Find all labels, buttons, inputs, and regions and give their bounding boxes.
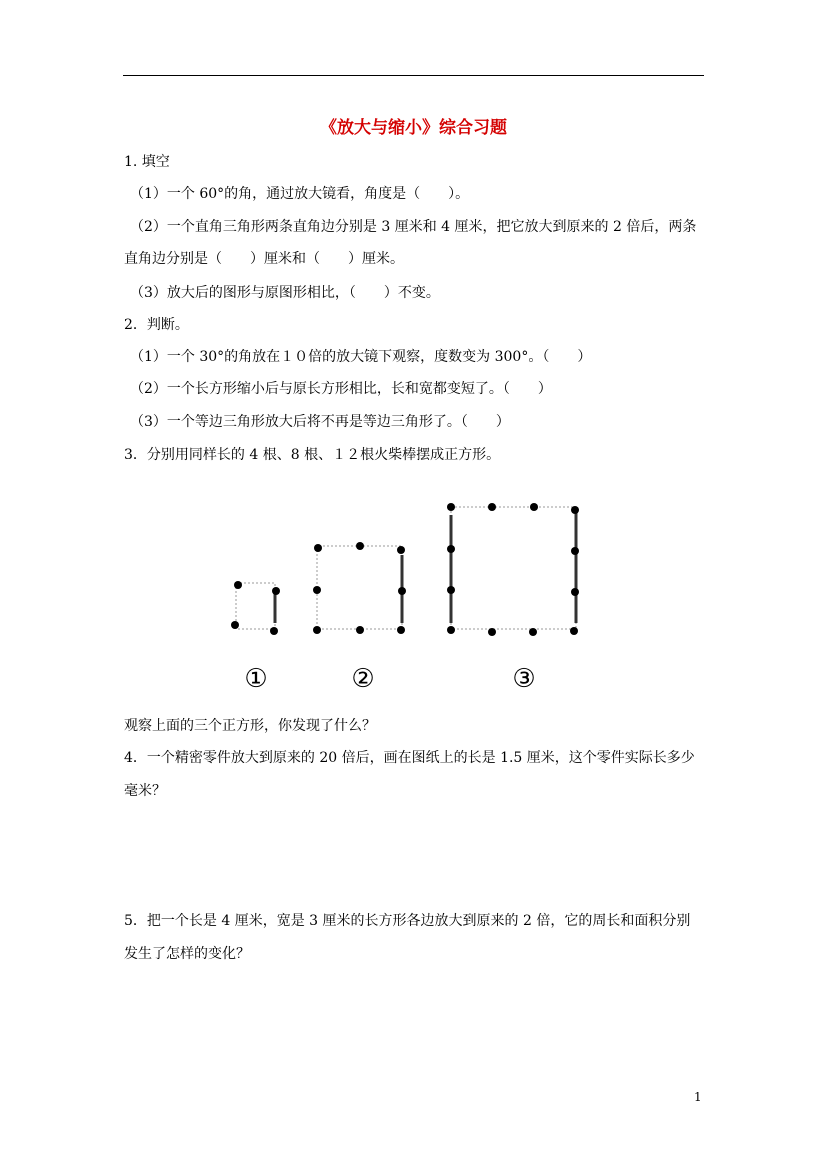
q2-item-2: （2）一个长方形缩小后与原长方形相比，长和宽都变短了。（ ） [130, 381, 552, 397]
matchstick-head [313, 626, 321, 634]
q1-heading: 1. 填空 [124, 154, 170, 170]
matchstick-head [398, 587, 406, 595]
q1-item-3: （3）放大后的图形与原图形相比，（ ）不变。 [130, 285, 440, 301]
matchstick-head [529, 628, 537, 636]
q4-text: 4．一个精密零件放大到原来的 20 倍后，画在图纸上的长是 1.5 厘米，这个零件实际长多少 [124, 750, 695, 766]
matchstick-head [447, 545, 455, 553]
matchstick-head [397, 546, 405, 554]
page-title: 《放大与缩小》综合习题 [320, 118, 507, 138]
q3-heading: 3．分别用同样长的 4 根、8 根、１２根火柴棒摆成正方形。 [124, 447, 501, 463]
matchstick-head [234, 581, 242, 589]
matchstick-head [314, 544, 322, 552]
q1-item-2-cont: 直角边分别是（ ）厘米和（ ）厘米。 [124, 251, 404, 267]
q4-text-cont: 毫米？ [124, 783, 166, 799]
figure-label-3: ③ [512, 664, 536, 694]
matchstick-head [488, 628, 496, 636]
q2-item-1: （1）一个 30°的角放在１０倍的放大镜下观察，度数变为 300°。（ ） [130, 349, 592, 365]
q1-item-2: （2）一个直角三角形两条直角边分别是 3 厘米和 4 厘米，把它放大到原来的 2 倍后，两条 [130, 219, 697, 235]
matchstick-head [530, 503, 538, 511]
matchstick-head [447, 586, 455, 594]
q3-prompt: 观察上面的三个正方形，你发现了什么？ [124, 718, 376, 734]
matchstick-head [571, 588, 579, 596]
matchstick-head [571, 547, 579, 555]
q5-text-cont: 发生了怎样的变化？ [124, 946, 250, 962]
q1-item-1: （1）一个 60°的角，通过放大镜看，角度是（ ）。 [130, 186, 470, 202]
matchstick-head [447, 626, 455, 634]
matchstick-squares-figure [220, 495, 590, 695]
matchstick-head [571, 506, 579, 514]
matchstick-head [488, 503, 496, 511]
matchstick-head [447, 503, 455, 511]
matchstick-head [272, 587, 280, 595]
matchstick-head [356, 626, 364, 634]
matchstick-head [231, 621, 239, 629]
page-number: 1 [694, 1090, 702, 1104]
q5-text: 5．把一个长是 4 厘米，宽是 3 厘米的长方形各边放大到原来的 2 倍，它的周长和面积分别 [124, 913, 691, 929]
matchstick-head [313, 586, 321, 594]
q2-item-3: （3）一个等边三角形放大后将不再是等边三角形了。（ ） [130, 414, 510, 430]
matchstick-head [397, 626, 405, 634]
top-rule [123, 75, 704, 76]
matchstick-head [570, 627, 578, 635]
matchstick-head [270, 627, 278, 635]
figure-label-2: ② [351, 664, 375, 694]
figure-label-1: ① [244, 664, 268, 694]
matchstick-head [356, 542, 364, 550]
q2-heading: 2．判断。 [124, 317, 189, 333]
